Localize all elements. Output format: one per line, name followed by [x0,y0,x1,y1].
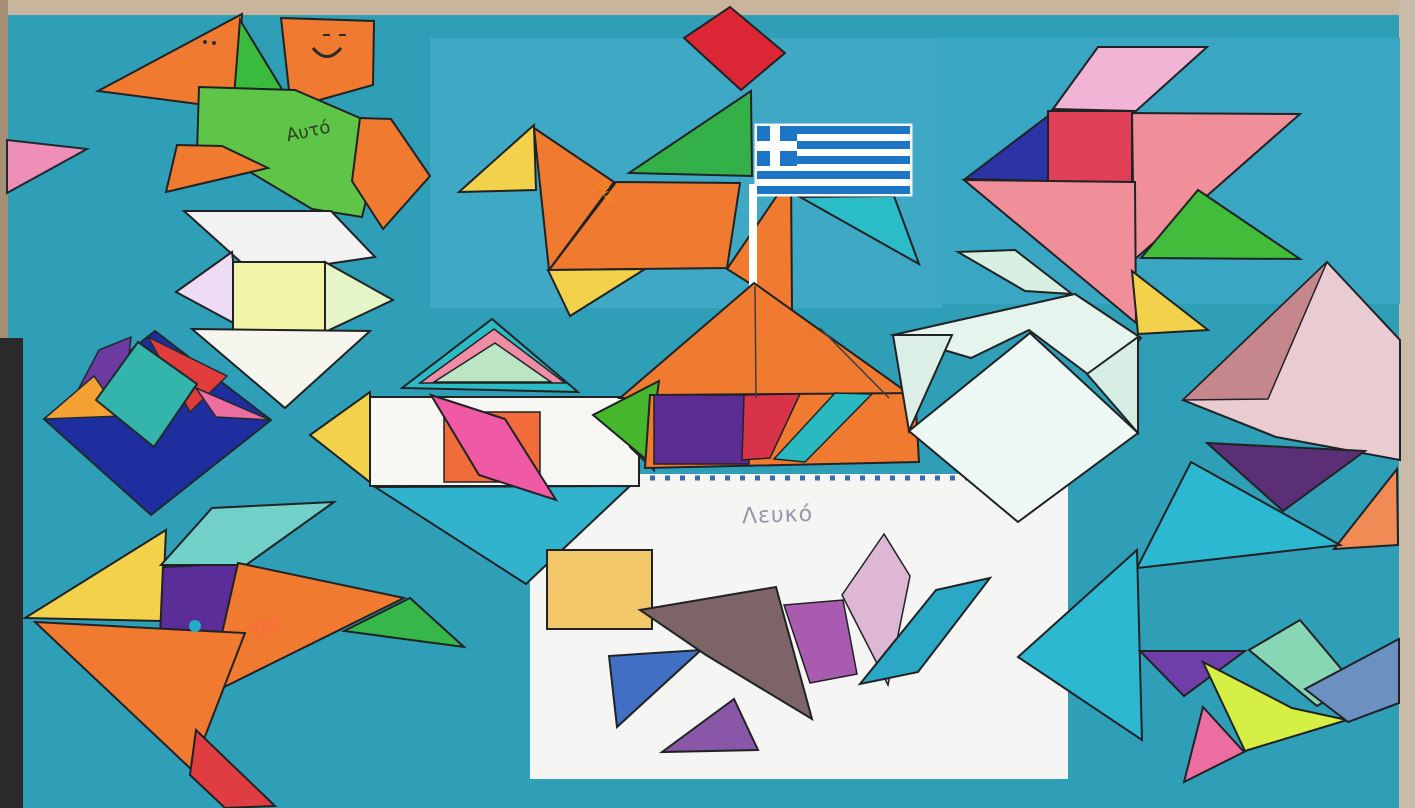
top-frame [0,0,1415,15]
top-left-scribble: Αυτό [284,116,333,147]
left-shadow [0,338,23,808]
lower-left-scribble: ΤΑΚ [247,612,288,643]
right-frame [1399,0,1415,808]
lower-sheet-caption: Λευκό [741,501,814,530]
orange-scribble: Blue [594,178,618,207]
